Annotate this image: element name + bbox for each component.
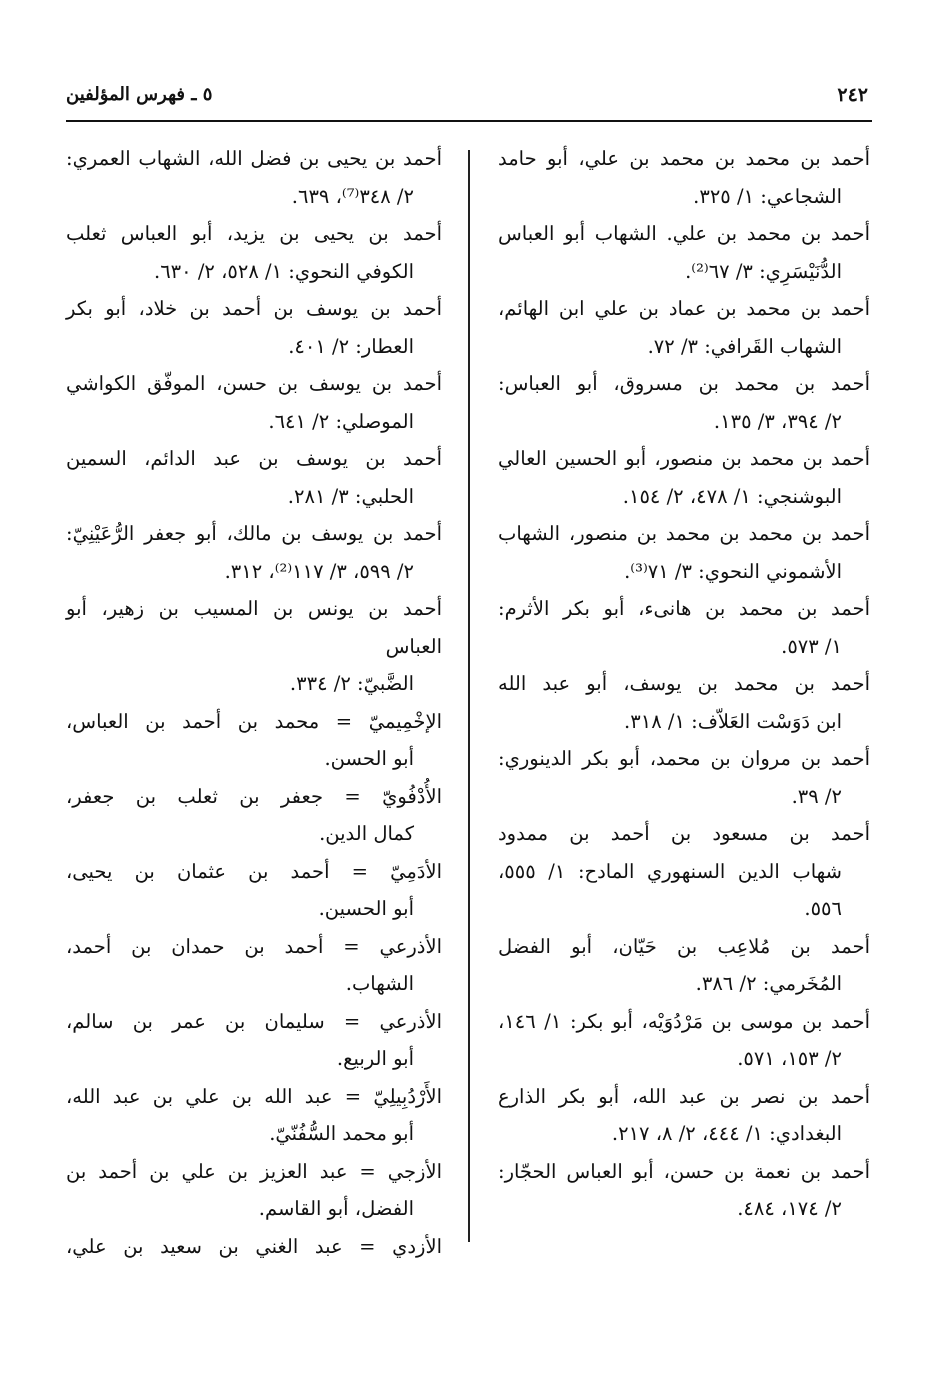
entry-refs: الشهاب. (345, 972, 414, 995)
index-entry (66, 778, 442, 853)
index-entry (498, 140, 870, 215)
entry-name: الأزجي = عبد العزيز بن علي بن أحمد بن (66, 1159, 442, 1183)
entry-refs: شهاب الدين السنهوري المادح: ١/ ٥٥٥، ٥٥٦. (498, 859, 842, 920)
entry-name: أحمد بن محمد بن هانىء، أبو بكر الأثرم: (498, 597, 870, 620)
index-entry (498, 740, 870, 815)
entry-name: أحمد بن محمد بن مسروق، أبو العباس: (498, 372, 870, 395)
index-entry (66, 365, 442, 440)
running-title: ٥ ـ فهرس المؤلفين (66, 84, 213, 105)
entry-refs: أبو الربيع. (336, 1047, 414, 1070)
index-entry (498, 365, 870, 440)
entry-refs: الكوفي النحوي: ١/ ٥٢٨، ٢/ ٦٣٠. (154, 259, 414, 283)
index-entry (498, 815, 870, 928)
entry-refs: ٢/ ٣٩٤، ٣/ ١٣٥. (713, 409, 842, 433)
index-entry (498, 1003, 870, 1078)
entry-refs: الشجاعي: ١/ ٣٢٥. (693, 184, 842, 208)
entry-name: أحمد بن يوسف بن مالك، أبو جعفر الرُّعَيْنِيّ: (66, 522, 442, 545)
entry-name: أحمد بن يوسف بن عبد الدائم، السمين (66, 447, 442, 470)
index-entry (66, 1228, 442, 1266)
index-entry (498, 215, 870, 290)
entry-name: الأُدْفُويّ = جعفر بن ثعلب بن جعفر، (66, 784, 442, 808)
entry-name: أحمد بن يحيى بن فضل الله، الشهاب العمري: (66, 147, 442, 170)
index-entry (498, 440, 870, 515)
index-entry (498, 1153, 870, 1228)
entry-name: الأذرعي = سليمان بن عمر بن سالم، (66, 1009, 442, 1033)
entry-name: أحمد بن يونس بن المسيب بن زهير، أبو العباس (66, 597, 442, 658)
entry-refs: أبو محمد السُّفُنّيّ. (269, 1122, 414, 1145)
entry-name: أحمد بن موسى بن مَرْدُوَيْه، أبو بكر: ١/ ١٤٦، (498, 1009, 870, 1033)
entry-refs: الدُّنَيْسَرِي: ٣/ ٦٧⁽²⁾. (685, 259, 842, 283)
page-header (66, 84, 870, 114)
index-entry (498, 665, 870, 740)
index-entry (66, 590, 442, 703)
index-entry (498, 290, 870, 365)
index-entry (66, 1153, 442, 1228)
entry-name: الأدَمِيّ = أحمد بن عثمان بن يحيى، (66, 859, 442, 883)
index-column-right (498, 140, 870, 1228)
entry-refs: ٢/ ٥٩٩، ٣/ ١١٧⁽²⁾، ٣١٢. (224, 559, 414, 583)
entry-name: أحمد بن مُلاعِب بن حَيّان، أبو الفضل (498, 934, 870, 958)
index-entry (66, 290, 442, 365)
page-number: ٢٤٢ (837, 84, 868, 106)
entry-name: أحمد بن محمد بن علي. الشهاب أبو العباس (498, 222, 870, 245)
entry-refs: ٢/ ١٧٤، ٤٨٤. (737, 1197, 842, 1220)
entry-name: أحمد بن مروان بن محمد، أبو بكر الدينوري: (498, 747, 870, 770)
entry-refs: ٢/ ٣٤٨⁽⁷⁾، ٦٣٩. (291, 184, 414, 208)
entry-refs: البغدادي: ١/ ٤٤٤، ٢/ ٨، ٢١٧. (611, 1122, 842, 1145)
index-entry (66, 1078, 442, 1153)
index-column-left (66, 140, 442, 1265)
entry-name: أحمد بن نعمة بن حسن، أبو العباس الحجّار: (498, 1159, 870, 1183)
entry-refs: الموصلي: ٢/ ٦٤١. (268, 409, 414, 433)
entry-refs: المُخَرمي: ٢/ ٣٨٦. (695, 972, 842, 995)
entry-name: الإخْمِيميّ = محمد بن أحمد بن العباس، (66, 709, 442, 733)
index-entry (66, 140, 442, 215)
index-entry (66, 853, 442, 928)
entry-refs: ١/ ٥٧٣. (781, 634, 842, 658)
entry-name: أحمد بن يوسف بن أحمد بن خلاد، أبو بكر (66, 297, 442, 320)
header-rule (66, 120, 872, 122)
entry-refs: ٢/ ١٥٣، ٥٧١. (737, 1047, 842, 1070)
entry-refs: الحلبي: ٣/ ٢٨١. (287, 484, 414, 508)
index-entry (66, 703, 442, 778)
entry-name: أحمد بن محمد بن محمد بن منصور، الشهاب (498, 522, 870, 545)
entry-refs: البوشنجي: ١/ ٤٧٨، ٢/ ١٥٤. (622, 484, 842, 508)
entry-name: الأذرعي = أحمد بن حمدان بن أحمد، (66, 934, 442, 958)
entry-refs: العطار: ٢/ ٤٠١. (288, 334, 414, 358)
entry-name: الأزدي = عبد الغني بن سعيد بن علي، (66, 1234, 442, 1258)
entry-refs: الفضل، أبو القاسم. (258, 1197, 414, 1220)
entry-name: أحمد بن محمد بن منصور، أبو الحسين العالي (498, 447, 870, 470)
entry-refs: الضَّبيّ: ٢/ ٣٣٤. (289, 672, 414, 695)
entry-name: أحمد بن يوسف بن حسن، الموفّق الكواشي (66, 372, 442, 395)
index-entry (66, 440, 442, 515)
index-entry (498, 590, 870, 665)
entry-name: أحمد بن مسعود بن أحمد بن ممدود (498, 822, 870, 845)
index-entry (498, 1078, 870, 1153)
index-entry (498, 515, 870, 590)
index-entry (498, 928, 870, 1003)
entry-name: أحمد بن محمد بن يوسف، أبو عبد الله (498, 672, 870, 695)
entry-refs: ٢/ ٣٩. (791, 784, 842, 808)
index-entry (66, 1003, 442, 1078)
entry-refs: الشهاب القَرافي: ٣/ ٧٢. (647, 334, 842, 358)
index-entry (66, 515, 442, 590)
entry-name: أحمد بن يحيى بن يزيد، أبو العباس ثعلب (66, 222, 442, 245)
index-entry (66, 215, 442, 290)
index-entry (66, 928, 442, 1003)
entry-refs: ابن دَوَسْت العَلاّف: ١/ ٣١٨. (624, 709, 842, 733)
entry-refs: كمال الدين. (319, 822, 414, 845)
entry-refs: الأشموني النحوي: ٣/ ٧١⁽³⁾. (624, 559, 842, 583)
entry-refs: أبو الحسن. (324, 747, 414, 770)
column-divider (468, 150, 470, 1242)
entry-name: الأَرْدُبِيلِيّ = عبد الله بن علي بن عبد الله، (66, 1084, 442, 1108)
entry-name: أحمد بن نصر بن عبد الله، أبو بكر الذارع (498, 1084, 870, 1108)
entry-refs: أبو الحسين. (318, 897, 414, 920)
entry-name: أحمد بن محمد بن عماد بن علي ابن الهائم، (498, 297, 870, 320)
entry-name: أحمد بن محمد بن محمد بن علي، أبو حامد (498, 147, 870, 170)
